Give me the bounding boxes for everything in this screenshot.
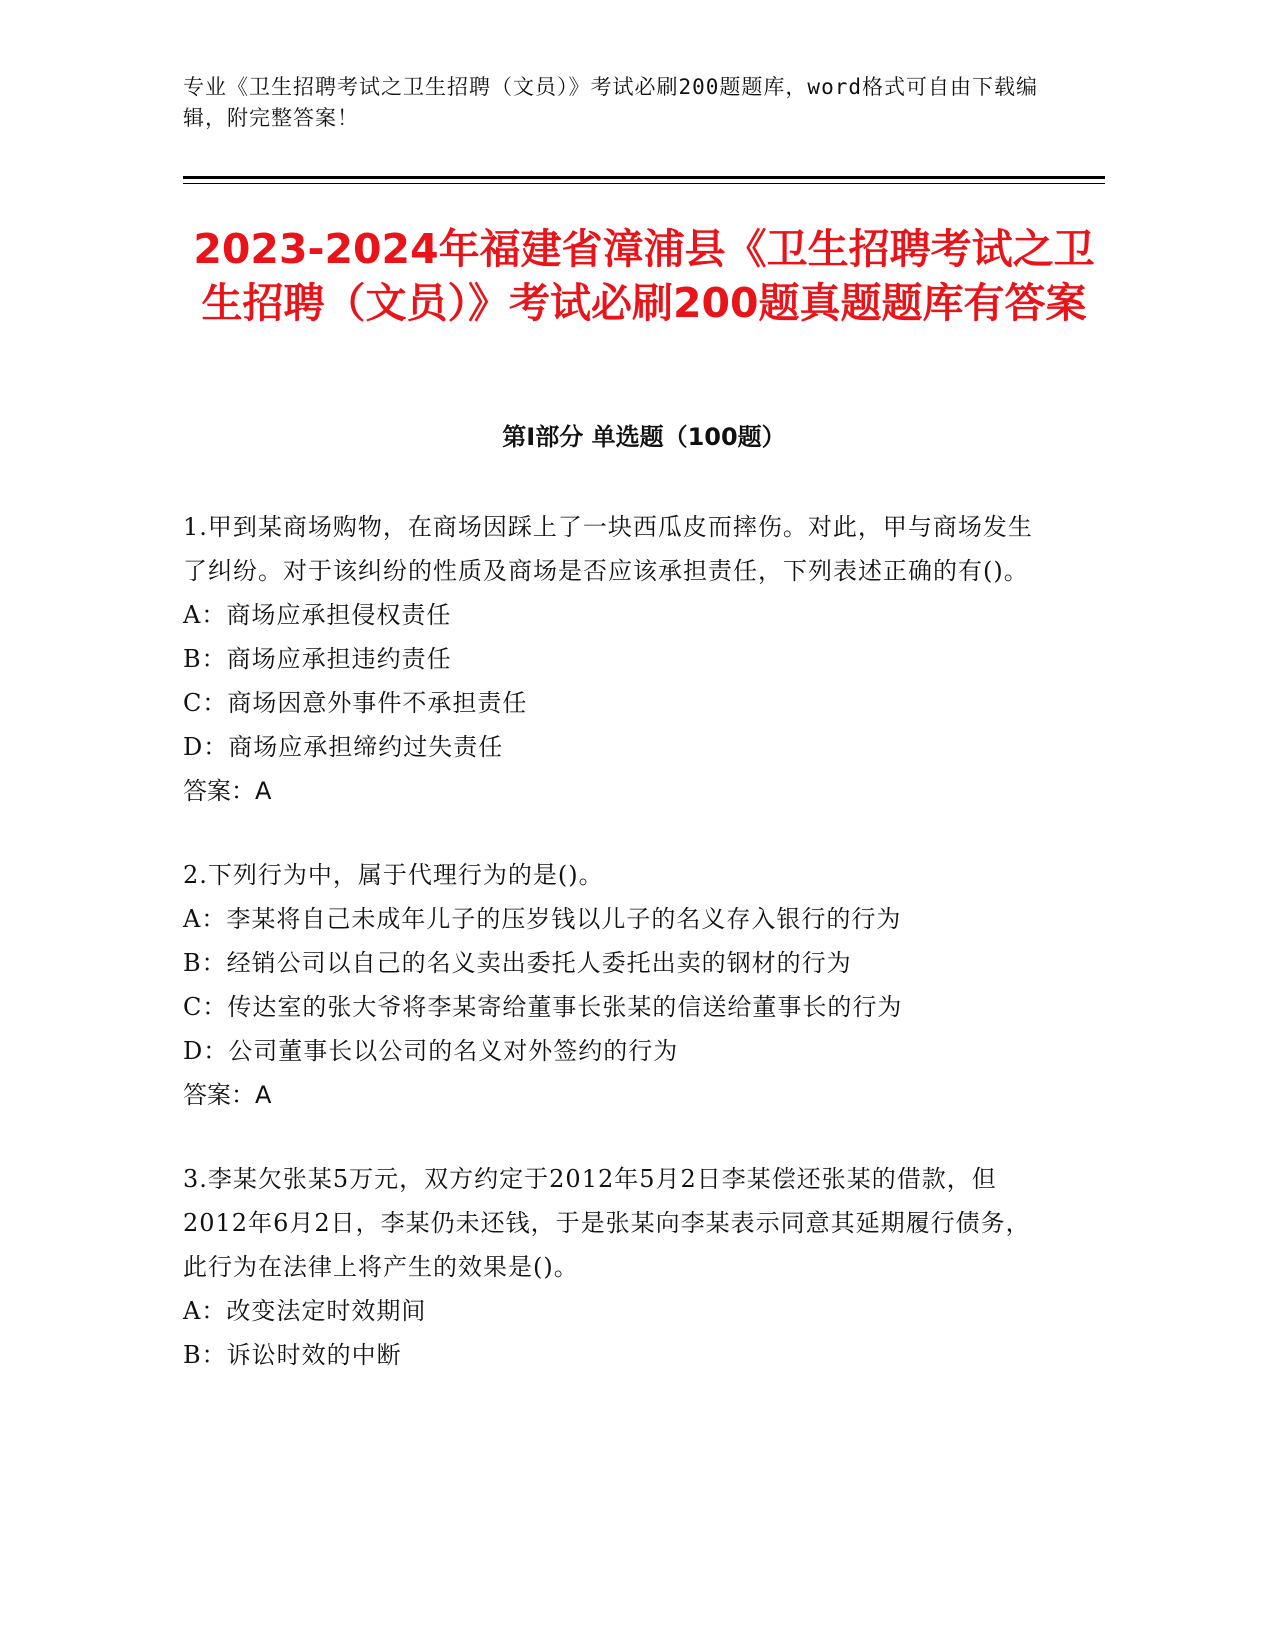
question-list — [183, 505, 1043, 1417]
answer: 答案：A — [183, 777, 272, 805]
option-a: A：李某将自己未成年儿子的压岁钱以儿子的名义存入银行的行为 — [183, 905, 902, 933]
option-d: D：公司董事长以公司的名义对外签约的行为 — [183, 1037, 679, 1065]
question-item — [183, 853, 1043, 1117]
option-b: B：经销公司以自己的名义卖出委托人委托出卖的钢材的行为 — [183, 949, 852, 977]
option-b: B：诉讼时效的中断 — [183, 1341, 402, 1369]
header-divider-thin — [183, 183, 1105, 184]
question-stem: 1.甲到某商场购物，在商场因踩上了一块西瓜皮而摔伤。对此，甲与商场发生了纠纷。对于该纠纷的性质及商场是否应该承担责任，下列表述正确的有()。 — [183, 513, 1033, 585]
question-item — [183, 1157, 1043, 1377]
option-c: C：传达室的张大爷将李某寄给董事长张某的信送给董事长的行为 — [183, 993, 903, 1021]
option-c: C：商场因意外事件不承担责任 — [183, 689, 528, 717]
header-divider-thick — [183, 176, 1105, 179]
section-title: 第I部分 单选题（100题） — [502, 423, 786, 451]
option-d: D：商场应承担缔约过失责任 — [183, 733, 504, 761]
question-item — [183, 505, 1043, 813]
document-title: 2023-2024年福建省漳浦县《卫生招聘考试之卫生招聘（文员）》考试必刷200题真题题库有答案 — [193, 225, 1095, 327]
option-a: A：改变法定时效期间 — [183, 1297, 427, 1325]
question-stem: 3.李某欠张某5万元，双方约定于2012年5月2日李某偿还张某的借款，但2012年6月2日，李某仍未还钱，于是张某向李某表示同意其延期履行债务，此行为在法律上将产生的效果是()。 — [183, 1165, 1031, 1281]
answer: 答案：A — [183, 1081, 272, 1109]
option-a: A：商场应承担侵权责任 — [183, 601, 452, 629]
option-b: B：商场应承担违约责任 — [183, 645, 452, 673]
question-stem: 2.下列行为中，属于代理行为的是()。 — [183, 861, 604, 889]
header-note: 专业《卫生招聘考试之卫生招聘（文员）》考试必刷200题题库，word格式可自由下载编辑，附完整答案！ — [183, 75, 1038, 130]
